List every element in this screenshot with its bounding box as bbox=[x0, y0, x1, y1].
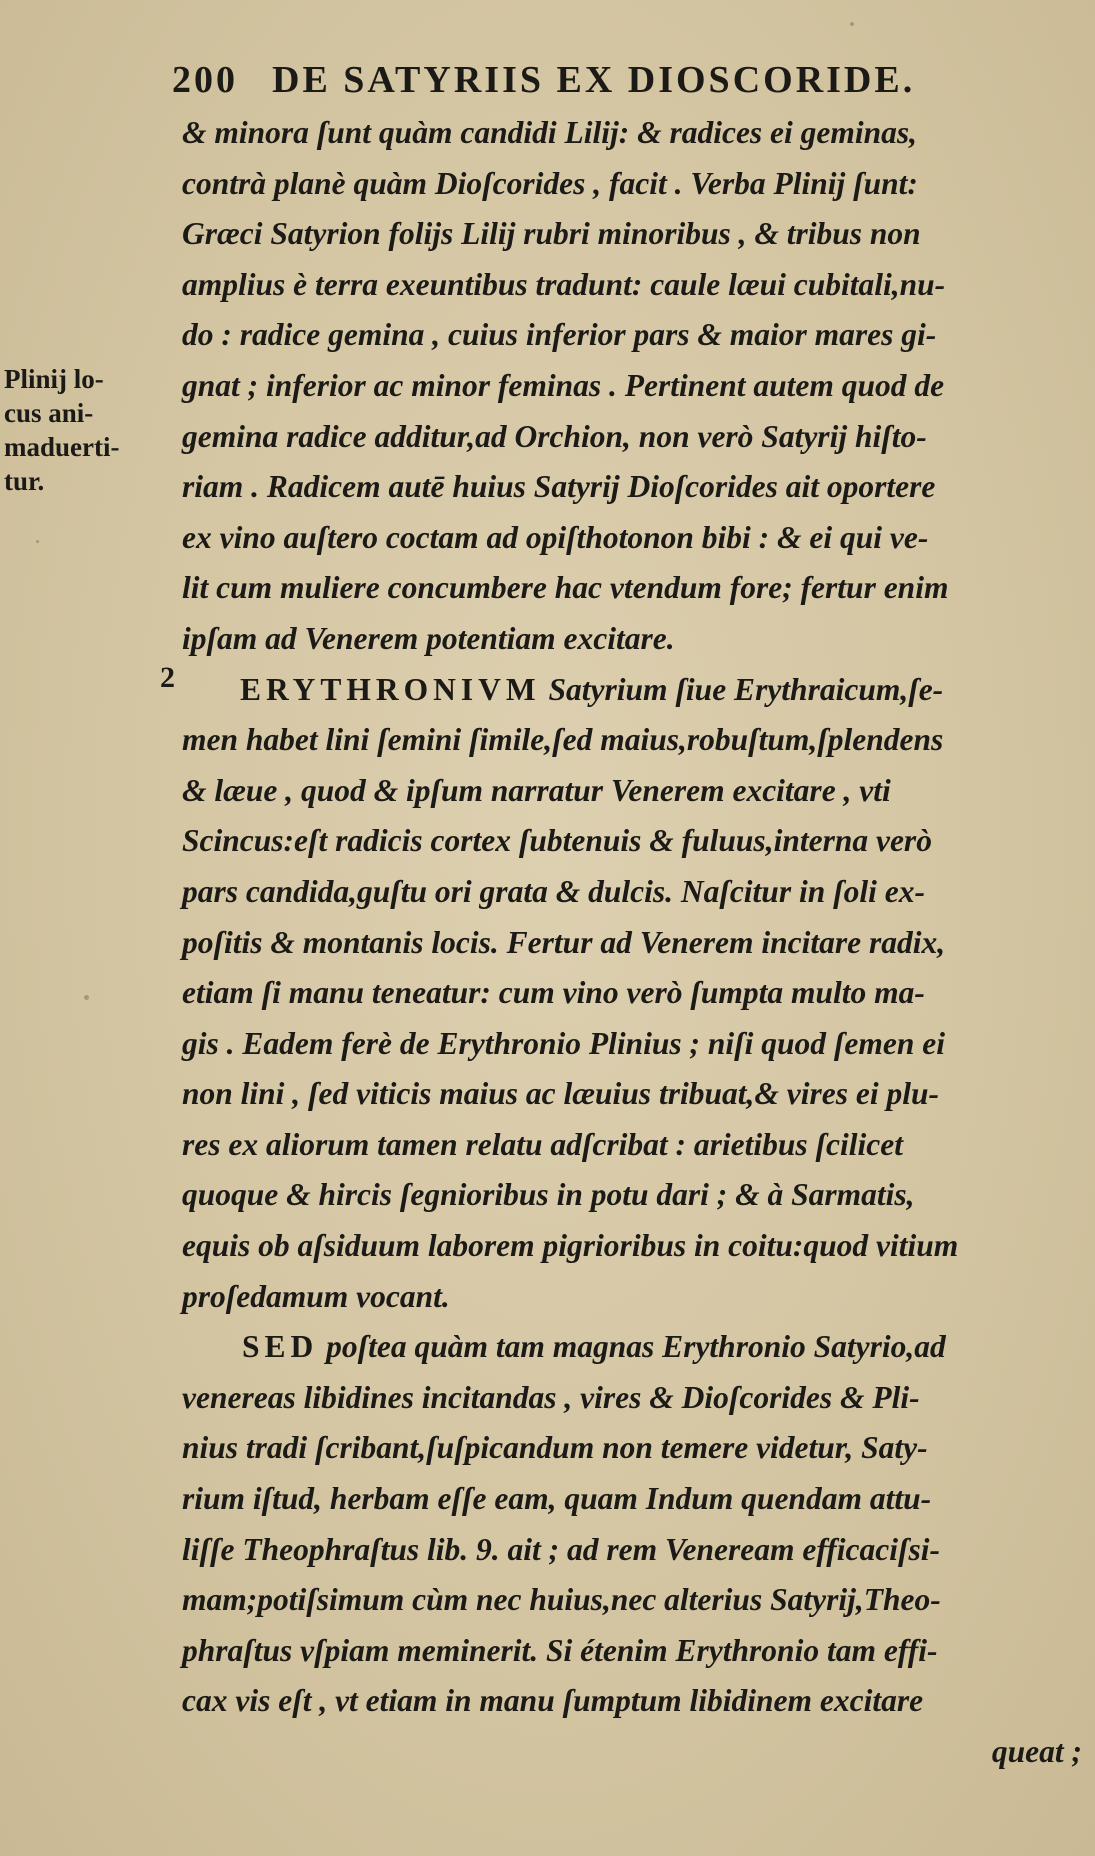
smallcaps-lead: ERYTHRONIVM bbox=[240, 671, 541, 707]
paper-speck bbox=[84, 995, 89, 1000]
text-line: do : radice gemina , cuius inferior pars & maior mares gi- bbox=[182, 317, 937, 353]
text-line: contrà planè quàm Dioſcorides , facit . Verba Plinij ſunt: bbox=[182, 165, 918, 201]
catchword: queat ; bbox=[991, 1734, 1082, 1769]
text-line: pars candida,guſtu ori grata & dulcis. Naſcitur in ſoli ex- bbox=[182, 873, 925, 909]
body-text bbox=[182, 108, 1082, 1778]
text-line: non lini , ſed viticis maius ac læuius tribuat,& vires ei plu- bbox=[182, 1076, 939, 1112]
section-number: 2 bbox=[160, 661, 175, 694]
text-line: & minora ſunt quàm candidi Lilij: & radices ei geminas, bbox=[182, 115, 918, 150]
running-title: DE SATYRIIS EX DIOSCORIDE. bbox=[272, 59, 916, 101]
paragraph-first-line bbox=[182, 1322, 1082, 1373]
text-run: Satyrium ſiue Erythraicum,ſe- bbox=[540, 671, 944, 707]
paper-speck bbox=[850, 22, 854, 26]
text-line: gis . Eadem ferè de Erythronio Plinius ; niſi quod ſemen ei bbox=[182, 1025, 946, 1061]
text-line: ex vino auſtero coctam ad opiſthotonon bibi : & ei qui ve- bbox=[182, 519, 929, 555]
text-line: proſedamum vocant. bbox=[182, 1278, 450, 1314]
paragraph-first-line bbox=[182, 665, 1082, 716]
text-line: Scincus:eſt radicis cortex ſubtenuis & fuluus,interna verò bbox=[182, 823, 932, 859]
margin-note-line: cus ani- bbox=[4, 398, 94, 428]
text-line: nius tradi ſcribant,ſuſpicandum non temere videtur, Saty- bbox=[182, 1430, 928, 1466]
text-line: lit cum muliere concumbere hac vtendum fore; fertur enim bbox=[182, 570, 949, 606]
text-line: quoque & hircis ſegnioribus in potu dari ; & à Sarmatis, bbox=[182, 1177, 915, 1213]
text-line: poſitis & montanis locis. Fertur ad Venerem incitare radix, bbox=[182, 924, 946, 960]
text-line: phraſtus vſpiam meminerit. Si étenim Erythronio tam effi- bbox=[182, 1632, 938, 1668]
text-line: & læue , quod & ipſum narratur Venerem excitare , vti bbox=[182, 772, 891, 808]
text-line: gnat ; inferior ac minor feminas . Pertinent autem quod de bbox=[182, 367, 945, 403]
text-line: riam . Radicem autē huius Satyrij Dioſcorides ait oportere bbox=[182, 469, 936, 505]
text-line: rium iſtud, herbam eſſe eam, quam Indum quendam attu- bbox=[182, 1481, 932, 1517]
text-line: amplius è terra exeuntibus tradunt: caule læui cubitali,nu- bbox=[182, 266, 946, 302]
text-line: venereas libidines incitandas , vires & Dioſcorides & Pli- bbox=[182, 1379, 920, 1415]
margin-note-line: maduerti- bbox=[4, 432, 120, 462]
smallcaps-lead: SED bbox=[242, 1329, 319, 1365]
text-line: res ex aliorum tamen relatu adſcribat : arietibus ſcilicet bbox=[182, 1126, 903, 1162]
text-line: gemina radice additur,ad Orchion, non verò Satyrij hiſto- bbox=[182, 418, 927, 454]
text-line: mam;potiſsimum cùm nec huius,nec alterius Satyrij,Theo- bbox=[182, 1582, 941, 1618]
paper-speck bbox=[36, 540, 39, 543]
text-line: men habet lini ſemini ſimile,ſed maius,robuſtum,ſplendens bbox=[182, 722, 944, 758]
text-line: ipſam ad Venerem potentiam excitare. bbox=[182, 620, 675, 656]
margin-note bbox=[4, 362, 174, 498]
margin-note-line: Plinij lo- bbox=[4, 364, 104, 394]
folio-number: 200 bbox=[172, 59, 238, 101]
running-head bbox=[172, 58, 1072, 102]
text-line: Græci Satyrion folijs Lilij rubri minoribus , & tribus non bbox=[182, 216, 921, 252]
margin-note-line: tur. bbox=[4, 466, 45, 496]
text-line: cax vis eſt , vt etiam in manu ſumptum libidinem excitare bbox=[182, 1683, 924, 1719]
text-line: liſſe Theophraſtus lib. 9. ait ; ad rem Veneream efficaciſsi- bbox=[182, 1531, 940, 1567]
text-line: equis ob aſsiduum laborem pigrioribus in coitu:quod vitium bbox=[182, 1228, 959, 1264]
text-run: poſtea quàm tam magnas Erythronio Satyrio,ad bbox=[318, 1329, 946, 1365]
text-line: etiam ſi manu teneatur: cum vino verò ſumpta multo ma- bbox=[182, 975, 925, 1011]
